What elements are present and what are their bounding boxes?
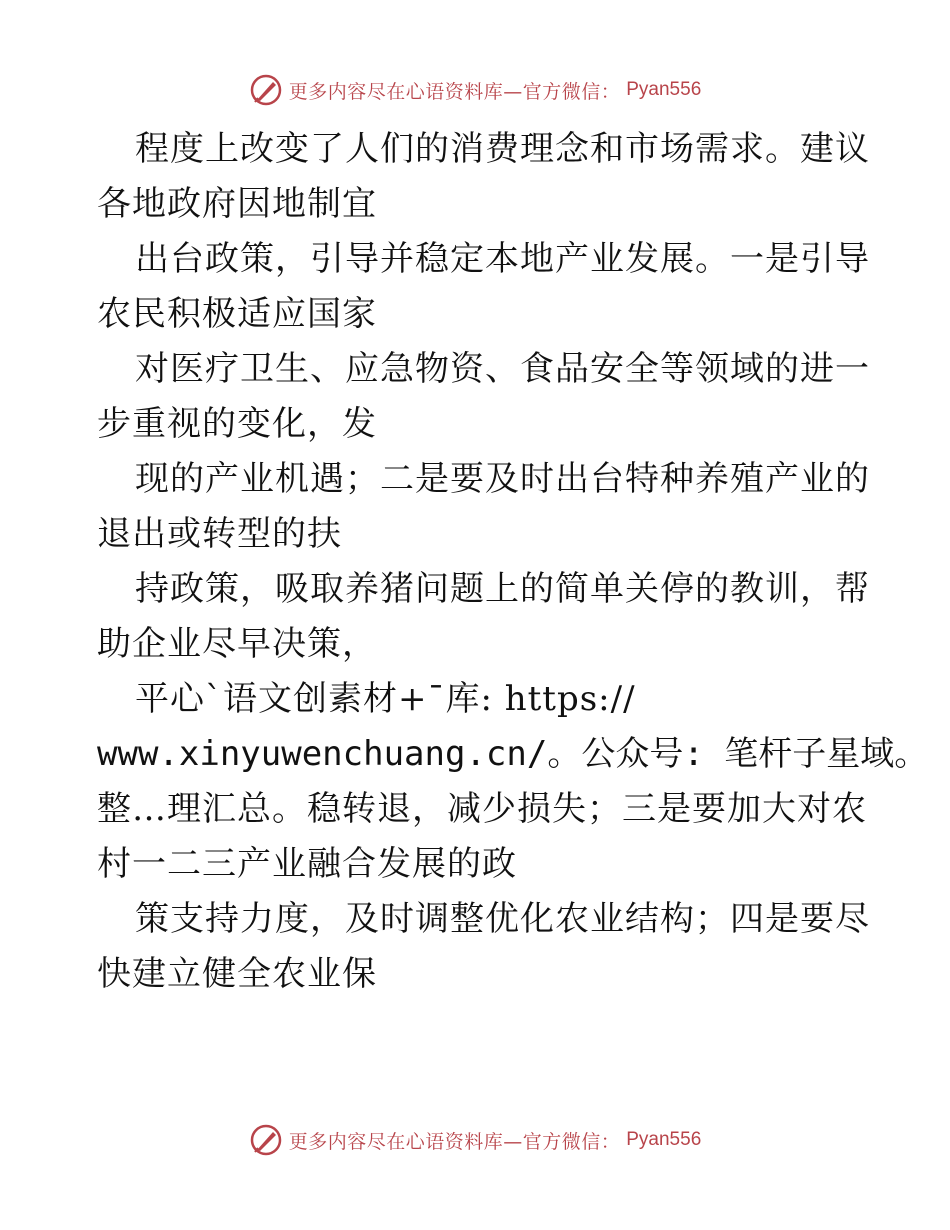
header-watermark-banner bbox=[0, 70, 950, 110]
text-line: 现的产业机遇；二是要及时出台特种养殖产业的 bbox=[135, 459, 870, 499]
text-line: 对医疗卫生、应急物资、食品安全等领域的进一 bbox=[135, 349, 870, 389]
text-line: 各地政府因地制宜 bbox=[97, 184, 377, 224]
header-watermark-text: 更多内容尽在心语资料库—官方微信： bbox=[288, 80, 621, 103]
footer-watermark-wechat-id: Pyan556 bbox=[626, 1129, 702, 1150]
text-line: 退出或转型的扶 bbox=[97, 514, 342, 554]
header-watermark-wechat-id: Pyan556 bbox=[626, 79, 702, 100]
footer-watermark-banner bbox=[0, 1120, 950, 1160]
text-line: www.xinyuwenchuang.cn/。公众号: 笔杆子星域。 bbox=[97, 734, 929, 774]
text-line: 策支持力度，及时调整优化农业结构；四是要尽 bbox=[135, 899, 870, 939]
text-line: 农民积极适应国家 bbox=[97, 294, 377, 334]
text-line: 出台政策，引导并稳定本地产业发展。一是引导 bbox=[135, 239, 870, 279]
text-line: 村一二三产业融合发展的政 bbox=[97, 844, 517, 884]
text-line: 平心`语文创素材+¯库: https:// bbox=[135, 679, 636, 719]
text-line: 整…理汇总。稳转退，减少损失；三是要加大对农 bbox=[97, 789, 867, 829]
text-line: 快建立健全农业保 bbox=[97, 954, 377, 994]
text-line: 程度上改变了人们的消费理念和市场需求。建议 bbox=[135, 129, 870, 169]
document-body bbox=[97, 122, 929, 1002]
quill-pen-logo-icon bbox=[249, 73, 283, 107]
footer-watermark-text: 更多内容尽在心语资料库—官方微信： bbox=[288, 1130, 621, 1153]
text-line: 助企业尽早决策， bbox=[97, 624, 377, 664]
quill-pen-logo-icon bbox=[249, 1123, 283, 1157]
text-line: 步重视的变化，发 bbox=[97, 404, 377, 444]
text-line: 持政策，吸取养猪问题上的简单关停的教训，帮 bbox=[135, 569, 870, 609]
